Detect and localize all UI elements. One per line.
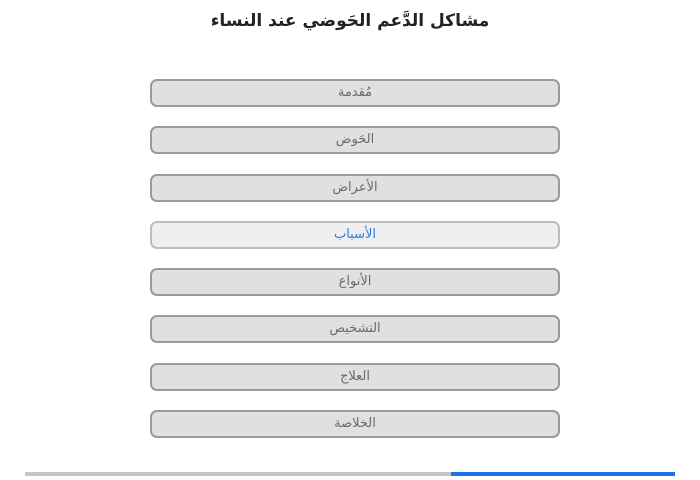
menu-item-symptoms[interactable]: الأعراض [150,174,560,202]
menu-item-pelvis[interactable]: الحَوض [150,126,560,154]
menu-item-causes[interactable]: الأسباب [150,221,560,249]
page-title: مشاكل الدَّعم الحَوضي عند النساء [210,11,490,31]
menu-item-summary[interactable]: الخلاصة [150,410,560,438]
menu-item-types[interactable]: الأنواع [150,268,560,296]
chapter-menu [150,79,560,457]
progress-bar-fill [451,472,675,476]
progress-bar [25,472,675,476]
menu-item-diagnosis[interactable]: التشخيص [150,315,560,343]
menu-item-introduction[interactable]: مُقدمة [150,79,560,107]
menu-item-treatment[interactable]: العلاج [150,363,560,391]
